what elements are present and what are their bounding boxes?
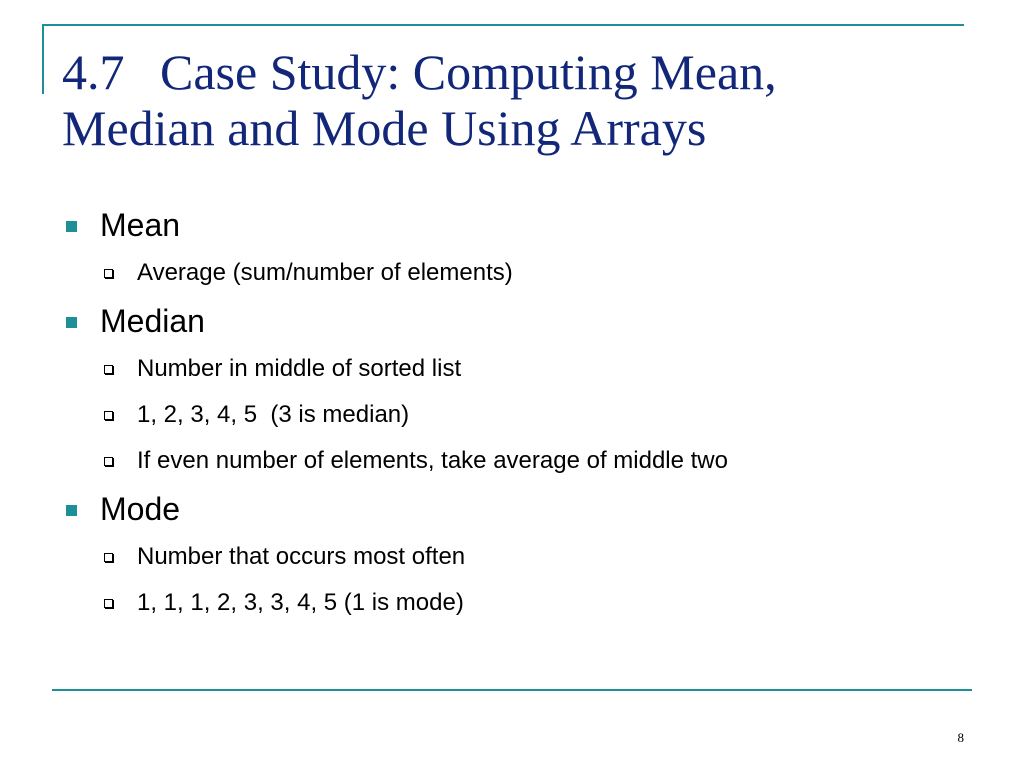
- bullet-median: [62, 296, 962, 346]
- bullet-mean: [62, 200, 962, 250]
- left-frame-line: [42, 24, 44, 94]
- hollow-square-bullet-icon: [104, 365, 113, 374]
- title-line-2: Median and Mode Using Arrays: [62, 100, 707, 156]
- bullet-label: Mode: [100, 491, 181, 527]
- bottom-divider-line: [52, 689, 972, 691]
- sub-bullet-text: If even number of elements, take average of middle two: [137, 447, 728, 474]
- square-bullet-icon: [66, 317, 77, 328]
- bullet-label: Median: [100, 303, 205, 339]
- square-bullet-icon: [66, 505, 77, 516]
- hollow-square-bullet-icon: [104, 599, 113, 608]
- sub-bullet: [62, 534, 962, 580]
- sub-bullet-text: 1, 2, 3, 4, 5 (3 is median): [137, 401, 410, 428]
- sub-bullet-text: 1, 1, 1, 2, 3, 3, 4, 5 (1 is mode): [137, 589, 464, 616]
- sub-bullet-text: Average (sum/number of elements): [137, 259, 513, 286]
- page-number: 8: [957, 730, 964, 745]
- bullet-label: Mean: [100, 207, 181, 243]
- slide-title: [62, 44, 962, 156]
- bullet-mode: [62, 484, 962, 534]
- sub-bullet: [62, 346, 962, 392]
- square-bullet-icon: [66, 221, 77, 232]
- sub-bullet-text: Number that occurs most often: [137, 543, 466, 570]
- top-frame-line: [42, 24, 964, 26]
- hollow-square-bullet-icon: [104, 411, 113, 420]
- sub-bullet-text: Number in middle of sorted list: [137, 355, 462, 382]
- slide-content: [62, 200, 962, 626]
- hollow-square-bullet-icon: [104, 553, 113, 562]
- hollow-square-bullet-icon: [104, 457, 113, 466]
- title-line-1: Case Study: Computing Mean,: [160, 44, 777, 100]
- sub-bullet: [62, 250, 962, 296]
- sub-bullet: [62, 438, 962, 484]
- hollow-square-bullet-icon: [104, 269, 113, 278]
- sub-bullet: [62, 392, 962, 438]
- sub-bullet: [62, 580, 962, 626]
- title-section-number: 4.7: [62, 44, 125, 100]
